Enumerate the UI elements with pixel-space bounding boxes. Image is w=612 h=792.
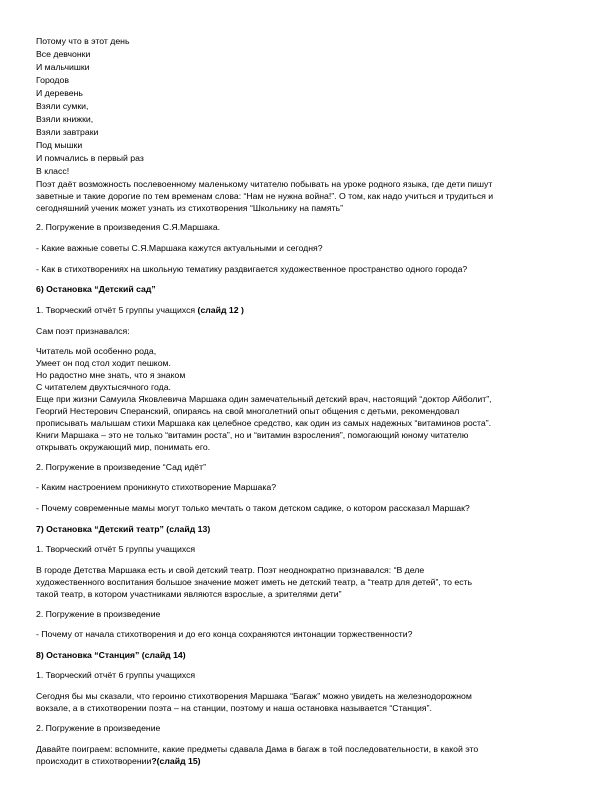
paragraph-line: заветные и такие дорогие по тем временам слова: “Нам не нужна война!”. О том, как надо учиться и трудиться и xyxy=(36,191,494,201)
paragraph-line xyxy=(36,756,201,767)
paragraph-line: Книги Маршака – это не только “витамин роста”, но и “витамин взросления”, помогающий юному читателю xyxy=(36,430,469,440)
group-report: 1. Творческий отчёт 5 группы учащихся xyxy=(36,544,196,554)
poem-line: Потому что в этот день xyxy=(36,36,130,46)
poem-line: Все девчонки xyxy=(36,49,91,59)
paragraph-line: Сегодня бы мы сказали, что героиню стихотворения Маршака “Багаж” можно увидеть на железнодорожном xyxy=(36,691,472,701)
slide-reference: (слайд 12 ) xyxy=(197,305,244,315)
immersion-heading: 2. Погружение в произведение “Сад идёт” xyxy=(36,462,207,472)
slide-reference: ?(слайд 15) xyxy=(151,756,201,766)
paragraph-line: сегодняшний ученик может узнать из стихотворения “Школьнику на память” xyxy=(36,203,343,213)
group-report xyxy=(36,305,244,316)
poem-line: Умеет он под стол ходит пешком. xyxy=(36,358,171,368)
poem-line: В класс! xyxy=(36,166,70,176)
paragraph-line: открывать окружающий мир, понимать его. xyxy=(36,442,211,452)
poet-admitted: Сам поэт признавался: xyxy=(36,326,130,336)
poem-line: Под мышки xyxy=(36,140,83,150)
question: - Почему современные мамы могут только мечтать о таком детском садике, о котором рассказал Маршак? xyxy=(36,503,470,513)
stop-8-title: 8) Остановка “Станция” (слайд 14) xyxy=(36,650,186,660)
immersion-heading: 2. Погружение в произведение xyxy=(36,609,161,619)
section-heading: 2. Погружение в произведения С.Я.Маршака. xyxy=(36,222,221,232)
poem-line: Но радостно мне знать, что я знаком xyxy=(36,370,186,380)
game-text: происходит в стихотворении xyxy=(36,756,152,766)
stop-6-title: 6) Остановка “Детский сад” xyxy=(36,284,156,294)
poem-line: Взяли завтраки xyxy=(36,127,99,137)
paragraph-line: Поэт даёт возможность послевоенному маленькому читателю побывать на уроке родного языка, где дети пишут xyxy=(36,179,493,189)
poem-line: И деревень xyxy=(36,88,83,98)
poem-line: Городов xyxy=(36,75,69,85)
paragraph-line: такой театр, в котором участниками являются взрослые, а зрителями дети” xyxy=(36,589,342,599)
stop-7-title: 7) Остановка “Детский театр” (слайд 13) xyxy=(36,524,211,534)
paragraph-line: Георгий Нестерович Сперанский, опираясь на свой многолетний опыт общения с детьми, рекомендовал xyxy=(36,406,460,416)
poem-line: Читатель мой особенно рода, xyxy=(36,346,157,356)
question: - Почему от начала стихотворения и до его конца сохраняются интонации торжественности? xyxy=(36,629,413,639)
paragraph-line: вокзале, а в стихотворении поэта – на станции, поэтому и наша остановка называется “Станция”. xyxy=(36,703,432,713)
paragraph-line: художественного воспитания большое значение может иметь не детский театр, а “театр для детей”, то есть xyxy=(36,577,473,587)
paragraph-line: В городе Детства Маршака есть и свой детский театр. Поэт неоднократно признавался: “В деле xyxy=(36,565,425,575)
report-text: 1. Творческий отчёт 5 группы учащихся xyxy=(36,305,198,315)
poem-line: Взяли книжки, xyxy=(36,114,94,124)
poem-line: И мальчишки xyxy=(36,62,90,72)
question: - Каким настроением проникнуто стихотворение Маршака? xyxy=(36,482,277,492)
poem-line: И помчались в первый раз xyxy=(36,153,144,163)
paragraph-line: прописывать малышам стихи Маршака как целебное средство, как один из самых надежных “витаминов роста”. xyxy=(36,418,492,428)
question: - Как в стихотворениях на школьную тематику раздвигается художественное пространство одного города? xyxy=(36,264,468,274)
poem-line: С читателем двухтысячного года. xyxy=(36,382,171,392)
question: - Какие важные советы С.Я.Маршака кажутся актуальными и сегодня? xyxy=(36,243,323,253)
paragraph-line: Давайте поиграем: вспомните, какие предметы сдавала Дама в багаж в той последовательности, в какой это xyxy=(36,744,479,754)
paragraph-line: Еще при жизни Самуила Яковлевича Маршака один замечательный детский врач, настоящий “доктор Айболит”, xyxy=(36,394,492,404)
group-report: 1. Творческий отчёт 6 группы учащихся xyxy=(36,670,196,680)
poem-line: Взяли сумки, xyxy=(36,101,89,111)
immersion-heading: 2. Погружение в произведение xyxy=(36,723,161,733)
